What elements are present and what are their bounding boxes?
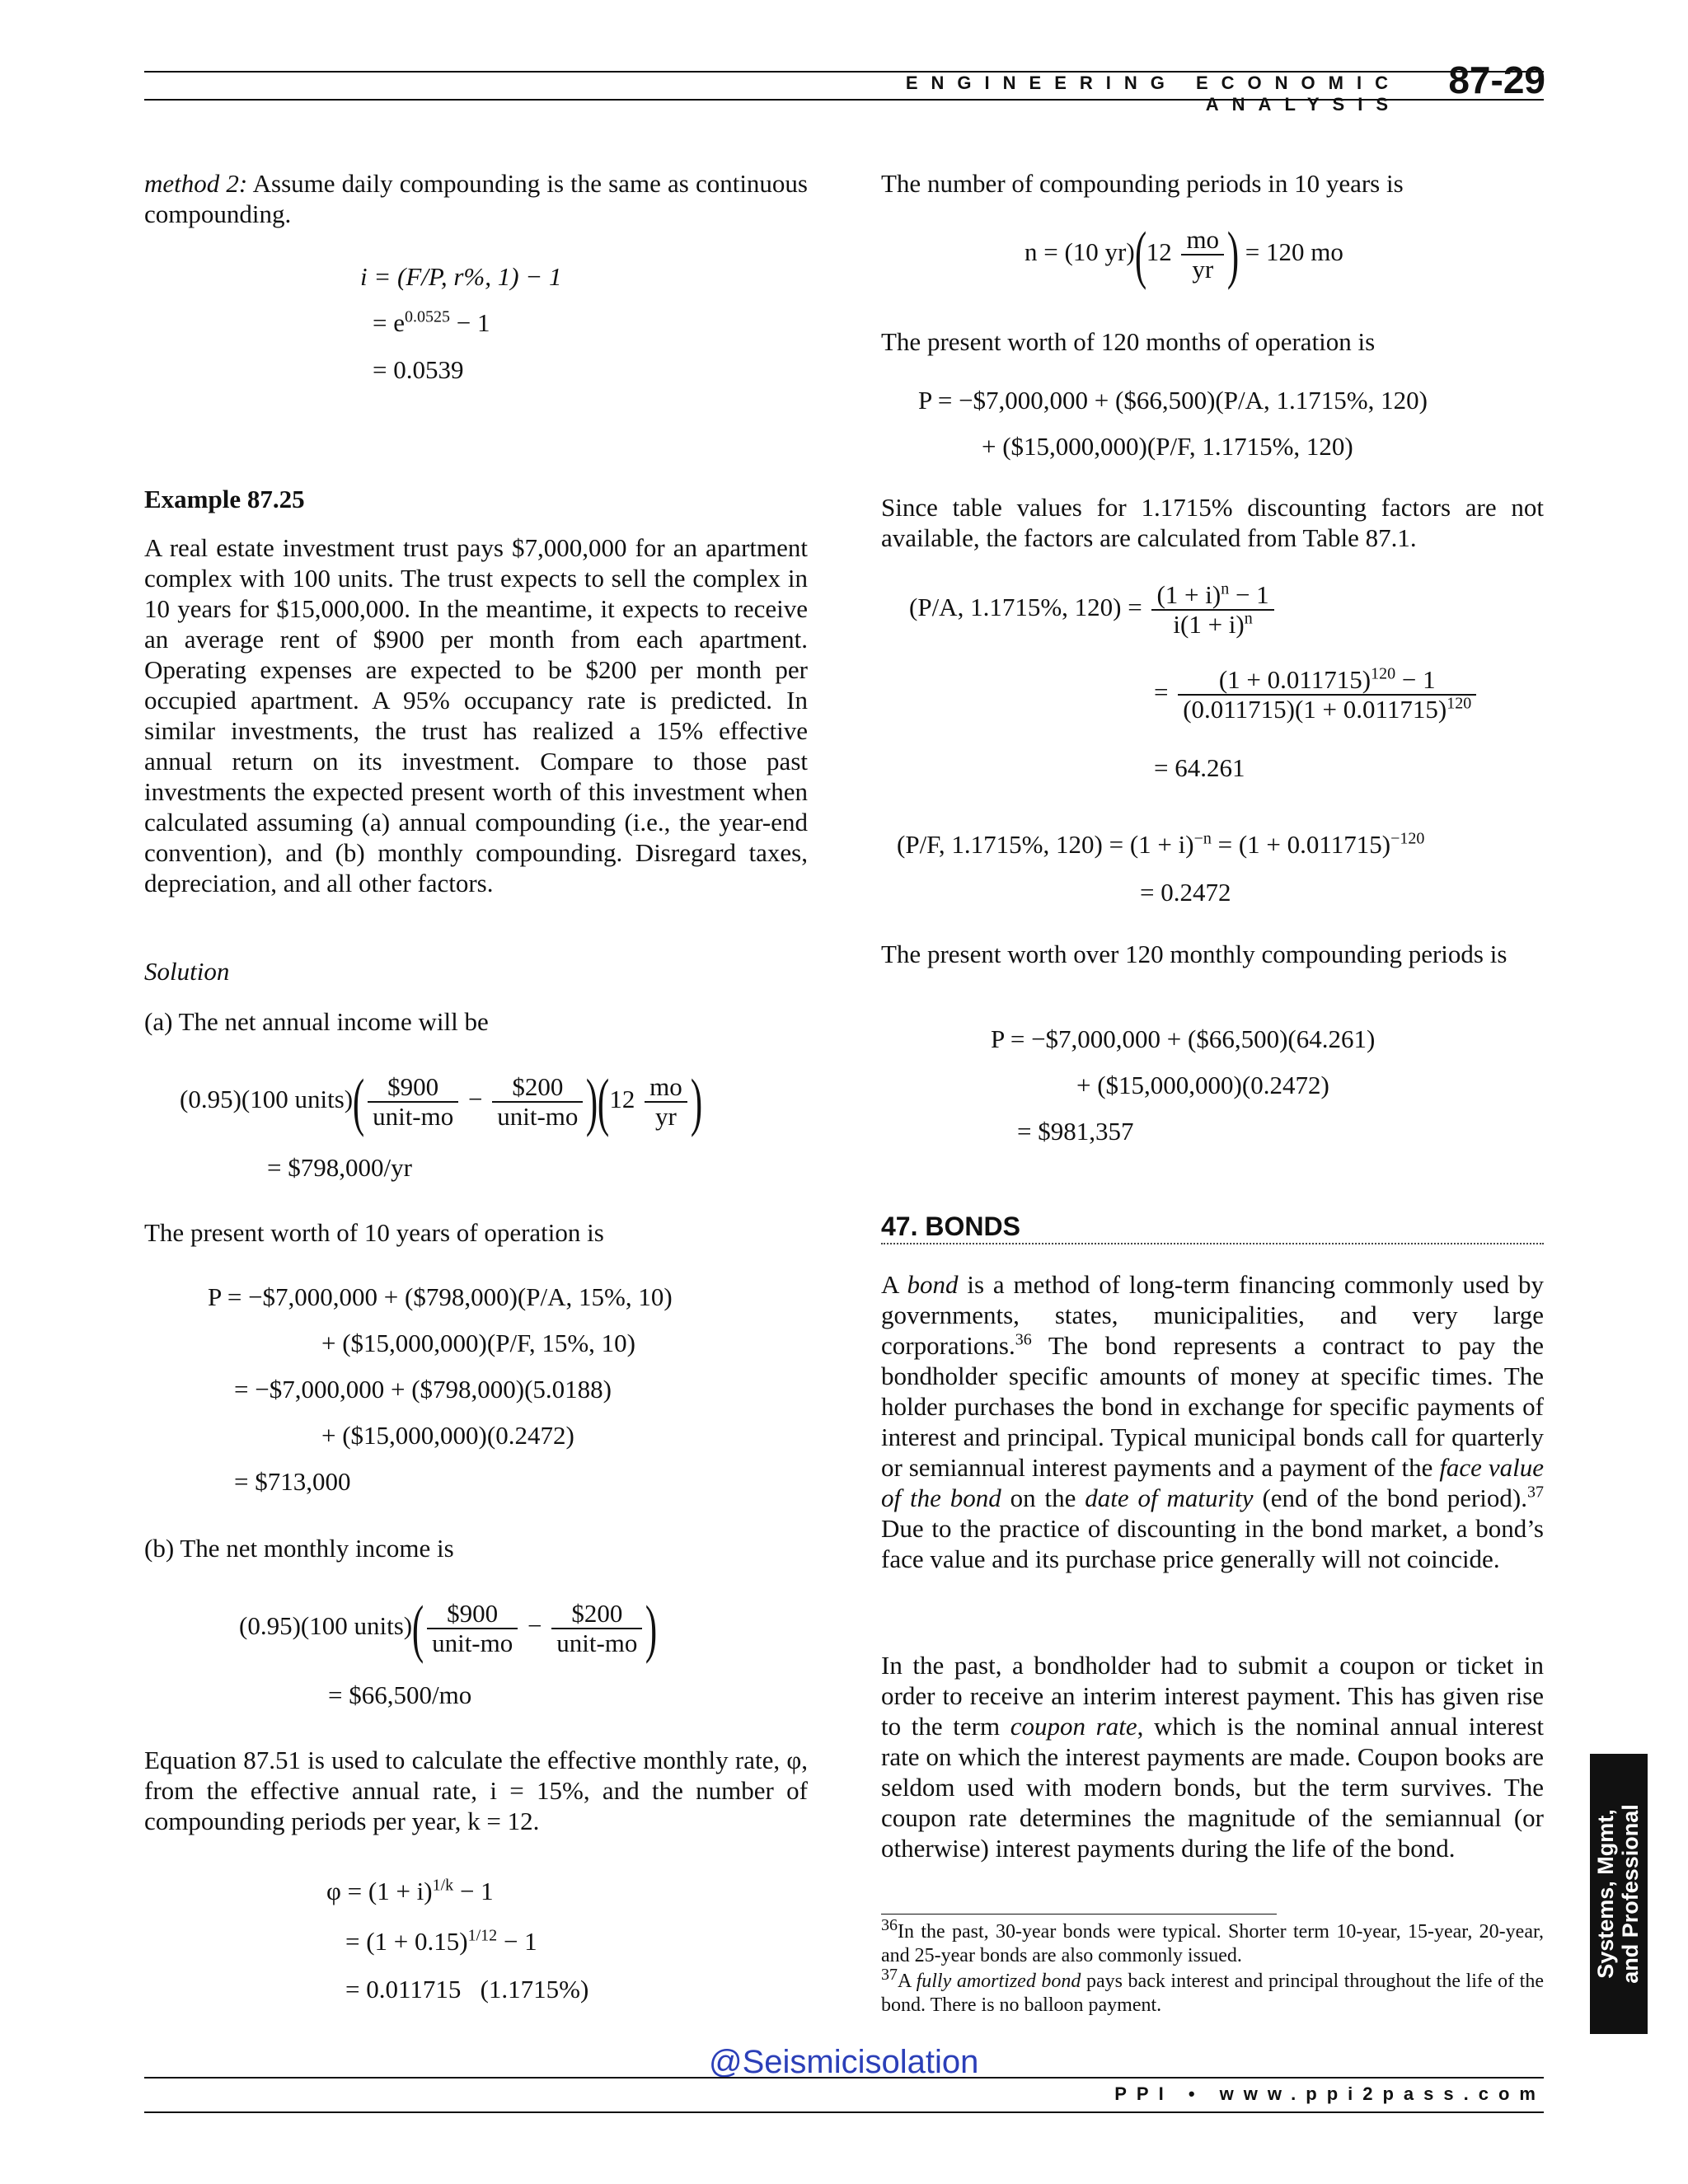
method2-text: Assume daily compounding is the same as continuous compounding. bbox=[144, 169, 808, 228]
equation-final-line3: = $981,357 bbox=[1017, 1117, 1134, 1146]
pw120-intro: The present worth of 120 months of operation is bbox=[881, 327, 1376, 356]
equation-pa: (P/A, 1.1715%, 120) = $\frac{(1 + i)^n - 1}{i(1 + i)^n}$ bbox=[909, 581, 1278, 639]
table-paragraph: Since table values for 1.1715% discounting factors are not available, the factors are calculated from Table 87.1. bbox=[881, 493, 1544, 552]
equation-pw-line2: + ($15,000,000)(P/F, 15%, 10) bbox=[321, 1329, 635, 1357]
equation-final-line1: P = −$7,000,000 + ($66,500)(64.261) bbox=[991, 1024, 1376, 1053]
side-tab-label: Systems, Mgmt, and Professional bbox=[1593, 1804, 1643, 1984]
running-title: ENGINEERING ECONOMIC ANALYSIS bbox=[905, 73, 1401, 115]
equation-p120-line2: + ($15,000,000)(P/F, 1.1715%, 120) bbox=[982, 432, 1353, 461]
method2-paragraph bbox=[144, 168, 808, 229]
watermark: @Seismicisolation bbox=[709, 2044, 979, 2080]
equation-pa-result: = 64.261 bbox=[1154, 753, 1245, 782]
equation-n: n = (10 yr)(12 $\frac{mo}{yr}$ ) = 120 mo bbox=[1025, 218, 1343, 290]
eq51-paragraph: Equation 87.51 is used to calculate the effective monthly rate, φ, from the effective annual rate, i = 15%, and the number of compounding periods per year, k = 12. bbox=[144, 1746, 808, 1835]
equation-m2-line3: = 0.0539 bbox=[373, 355, 464, 384]
section-rule bbox=[881, 1243, 1544, 1244]
equation-a-result: = $798,000/yr bbox=[267, 1153, 412, 1182]
n-intro: The number of compounding periods in 10 years is bbox=[881, 169, 1404, 198]
equation-pw-line3: = −$7,000,000 + ($798,000)(5.0188) bbox=[234, 1375, 612, 1404]
equation-pw-line5: = $713,000 bbox=[234, 1467, 351, 1496]
example-heading: Example 87.25 bbox=[144, 485, 305, 513]
equation-pw-line1: P = −$7,000,000 + ($798,000)(P/A, 15%, 10) bbox=[208, 1282, 673, 1311]
equation-pw-line4: + ($15,000,000)(0.2472) bbox=[321, 1421, 574, 1450]
bonds-paragraph-2: In the past, a bondholder had to submit a coupon or ticket in order to receive an interim interest payment. This has given rise to the term coupon rate, which is the nominal annual interest rate on which the interest payments are made. Coupon books are seldom used with modern bonds, but the term survives. The coupon rate determines the magnitude of the semiannual (or otherwise) interest payments during the life of the bond. bbox=[881, 1651, 1544, 1863]
equation-phi-line3: = 0.011715 (1.1715%) bbox=[345, 1975, 589, 2004]
equation-phi-line1: $\varphi = (1 + i)^{1/k} - 1$ bbox=[326, 1876, 494, 1905]
footnote-37: $^{37}$A fully amortized bond pays back interest and principal throughout the life of the bond. There is no balloon payment. bbox=[881, 1966, 1544, 2016]
equation-pf-line2: = 0.2472 bbox=[1140, 878, 1231, 907]
footer-website: PPI • www.ppi2pass.com bbox=[1114, 2083, 1545, 2104]
equation-final-line2: + ($15,000,000)(0.2472) bbox=[1076, 1071, 1329, 1099]
solution-label: Solution bbox=[144, 957, 230, 986]
equation-phi-line2: = $(1 + 0.15)^{1/12} - 1$ bbox=[345, 1926, 537, 1956]
equation-pa-step2: = $\frac{(1 + 0.011715)^{120} - 1}{(0.011715)(1 + 0.011715)^{120}}$ bbox=[1154, 666, 1479, 724]
equation-m2-line2: = $e^{0.0525} - 1$ bbox=[373, 307, 490, 337]
example-text: A real estate investment trust pays $7,000,000 for an apartment complex with 100 units. The trust expects to sell the complex in 10 years for $15,000,000. In the meantime, it expects to receive an average rent of $900 per month from each apartment. Operating expenses are expected to be $200 per month per occupied apartment. A 95% occupancy rate is predicted. In similar investments, the trust has realized a 15% effective annual return on its investment. Compare to those past investments the expected present worth of this investment when calculated assuming (a) annual compounding (i.e., the year-end convention), and (b) monthly compounding. Disregard taxes, depreciation, and all other factors. bbox=[144, 533, 808, 898]
pw-intro: The present worth of 10 years of operation is bbox=[144, 1218, 604, 1247]
equation-b: (0.95)(100 units)( $\frac{\$900}{\text{unit-mo}}$ − $\frac{\$200}{\text{unit-mo}}$ ) bbox=[239, 1592, 658, 1664]
footnote-36: $^{36}$In the past, 30-year bonds were typical. Shorter term 10-year, 15-year, 20-year, and 25-year bonds are also commonly issued. bbox=[881, 1916, 1544, 1966]
section-side-tab[interactable] bbox=[1590, 1754, 1648, 2034]
footer-rule-bottom bbox=[144, 2111, 1544, 2113]
bonds-paragraph-1: A bond is a method of long-term financing commonly used by governments, states, municipalities, and very large corporations.$^{36}$ The bond represents a contract to pay the bondholder specific amounts of money at specific times. The holder purchases the bond in exchange for specific payments of interest and principal. Typical municipal bonds call for quarterly or semiannual interest payments and a payment of the face value of the bond on the date of maturity (end of the bond period).$^{37}$ Due to the practice of discounting in the bond market, a bond’s face value and its purchase price generally will not coincide. bbox=[881, 1270, 1544, 1573]
footer-rule-top bbox=[144, 2077, 1544, 2079]
page-number: 87-29 bbox=[1448, 59, 1545, 101]
equation-p120-line1: P = −$7,000,000 + ($66,500)(P/A, 1.1715%, 120) bbox=[918, 386, 1428, 415]
part-b-text: (b) The net monthly income is bbox=[144, 1534, 454, 1563]
method2-label: method 2: bbox=[144, 169, 248, 198]
monthly-intro: The present worth over 120 monthly compounding periods is bbox=[881, 940, 1507, 968]
footnote-rule bbox=[881, 1914, 1277, 1915]
part-a-text: (a) The net annual income will be bbox=[144, 1007, 489, 1036]
equation-a: (0.95)(100 units)( $\frac{\$900}{\text{unit-mo}}$ − $\frac{\$200}{\text{unit-mo}}$ )(12 $\frac{mo}{yr}$ ) bbox=[180, 1066, 702, 1137]
equation-b-result: = $66,500/mo bbox=[328, 1680, 472, 1709]
header-rule-bottom bbox=[144, 99, 1544, 101]
equation-pf-line1: (P/F, 1.1715%, $120) = (1 + i)^{-n} = (1 + 0.011715)^{-120}$ bbox=[897, 829, 1425, 859]
section-heading-bonds: 47. BONDS bbox=[881, 1212, 1020, 1241]
equation-m2-line1: i = (F/P, r%, 1) − 1 bbox=[360, 262, 562, 291]
